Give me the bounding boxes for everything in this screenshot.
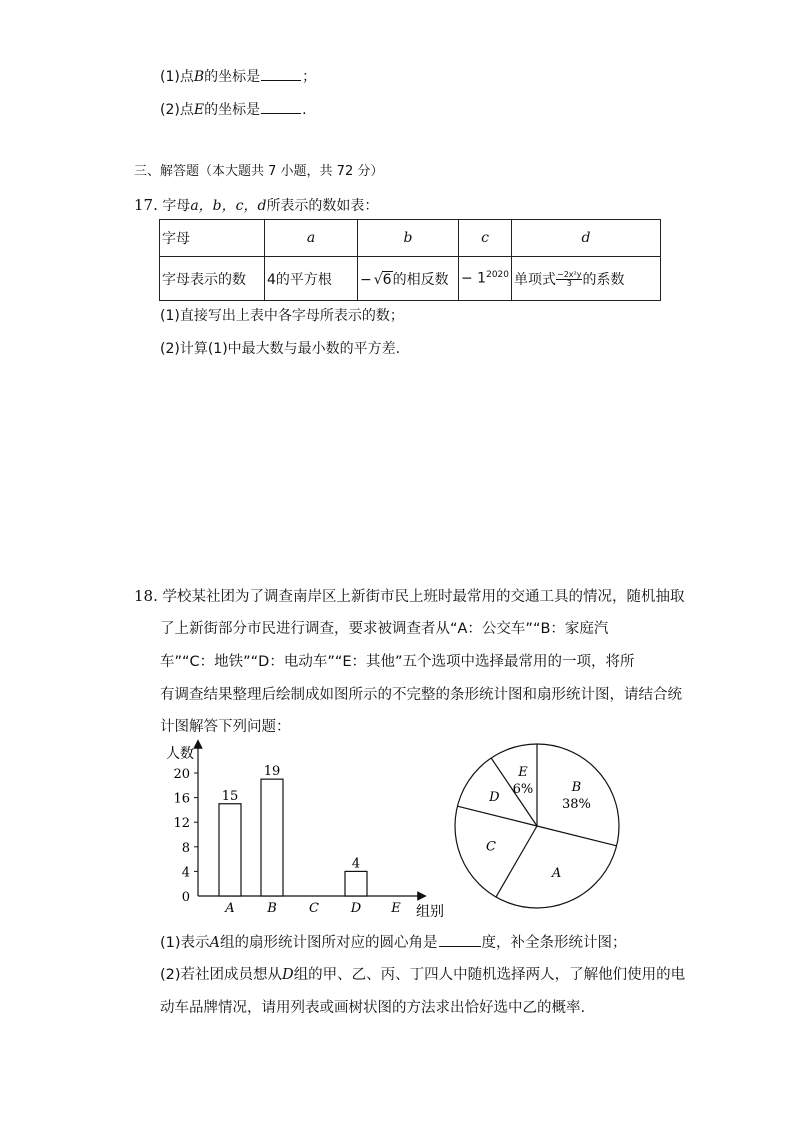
pie-slice-label: E <box>518 765 528 781</box>
table-cell: c <box>459 220 512 257</box>
pie-slice-label: B <box>571 780 582 796</box>
q17-table <box>159 219 661 301</box>
table-cell: 4的平方根 <box>265 257 358 301</box>
q17-sub2: (2)计算(1)中最大数与最小数的平方差. <box>160 341 401 357</box>
pie-slice-label: A <box>551 866 562 882</box>
table-cell: − $1^{2020}$ <box>459 257 512 301</box>
q16-sub2: (2)点E的坐标是 . <box>160 99 307 120</box>
q18-stem: 18. 学校某社团为了调查南岸区上新街市民上班时最常用的交通工具的情况，随机抽取 <box>134 587 685 605</box>
y-tick-label: 12 <box>173 816 190 832</box>
y-tick-label: 16 <box>173 791 190 807</box>
y-tick-label: 0 <box>181 890 190 905</box>
table-cell: − √6的相反数 <box>358 257 459 301</box>
table-cell: 字母 <box>160 220 265 257</box>
answer-blank[interactable] <box>261 66 301 81</box>
bar-data-label: 19 <box>263 764 281 780</box>
pie-chart <box>452 742 622 912</box>
answer-blank[interactable] <box>439 932 481 947</box>
bar-chart <box>150 738 444 923</box>
bar-data-label: 4 <box>351 856 361 872</box>
x-tick-label: C <box>309 901 319 916</box>
y-tick-label: 4 <box>181 865 190 881</box>
sqrt-symbol: √ <box>373 271 383 288</box>
table-cell: 字母表示的数 <box>160 257 265 301</box>
bar-data-label: 15 <box>221 788 239 804</box>
x-axis-label: 组别 <box>416 904 444 920</box>
q18-sub2: (2)若社团成员想从D组的甲、乙、丙、丁四人中随机选择两人，了解他们使用的电 <box>160 967 686 983</box>
fraction: $\frac{\text{−2x²y}}{3}$ <box>557 270 582 288</box>
y-tick-label: 20 <box>173 767 190 782</box>
q17-stem: 17. 字母a，b，c，d所表示的数如表： <box>134 196 379 214</box>
table-cell: d <box>512 220 661 257</box>
bar-D <box>345 871 367 896</box>
section-title: 三、解答题（本大题共 7 小题，共 72 分） <box>134 164 384 179</box>
table-header-row <box>160 220 661 257</box>
bar-B <box>261 779 283 896</box>
x-tick-label: E <box>391 901 401 916</box>
bar-A <box>219 804 241 896</box>
x-tick-label: D <box>350 901 362 916</box>
pie-slice-label: C <box>485 839 496 855</box>
q16-sub1: (1)点B的坐标是 ； <box>160 66 316 87</box>
x-tick-label: B <box>267 901 277 916</box>
q18-line: 计图解答下列问题： <box>160 719 291 735</box>
q18-line: 有调查结果整理后绘制成如图所示的不完整的条形统计图和扇形统计图，请结合统 <box>160 687 682 703</box>
y-tick-label: 8 <box>181 840 190 856</box>
q18-sub1: (1)表示A组的扇形统计图所对应的圆心角是 度，补全条形统计图； <box>160 931 627 952</box>
q18-line: 了上新街部分市民进行调查，要求被调查者从“A：公交车”“B：家庭汽 <box>160 621 609 637</box>
table-cell: 单项式 $\frac{\text{−2x²y}}{3}$ 的系数 <box>512 257 661 301</box>
y-axis-label: 人数 <box>166 746 194 762</box>
table-cell: a <box>265 220 358 257</box>
table-cell: b <box>358 220 459 257</box>
pie-slice-label: D <box>489 790 500 806</box>
q18-sub2-line2: 动车品牌情况，请用列表或画树状图的方法求出恰好选中乙的概率. <box>160 1000 586 1016</box>
x-tick-label: A <box>225 901 235 916</box>
pie-slice-value: 6% <box>512 782 534 798</box>
q18-line: 车”“C：地铁”“D：电动车”“E：其他”五个选项中选择最常用的一项，将所 <box>160 654 635 670</box>
q17-sub1: (1)直接写出上表中各字母所表示的数； <box>160 308 404 324</box>
answer-blank[interactable] <box>261 99 301 114</box>
table-row <box>160 257 661 301</box>
pie-slice-value: 38% <box>561 797 591 813</box>
